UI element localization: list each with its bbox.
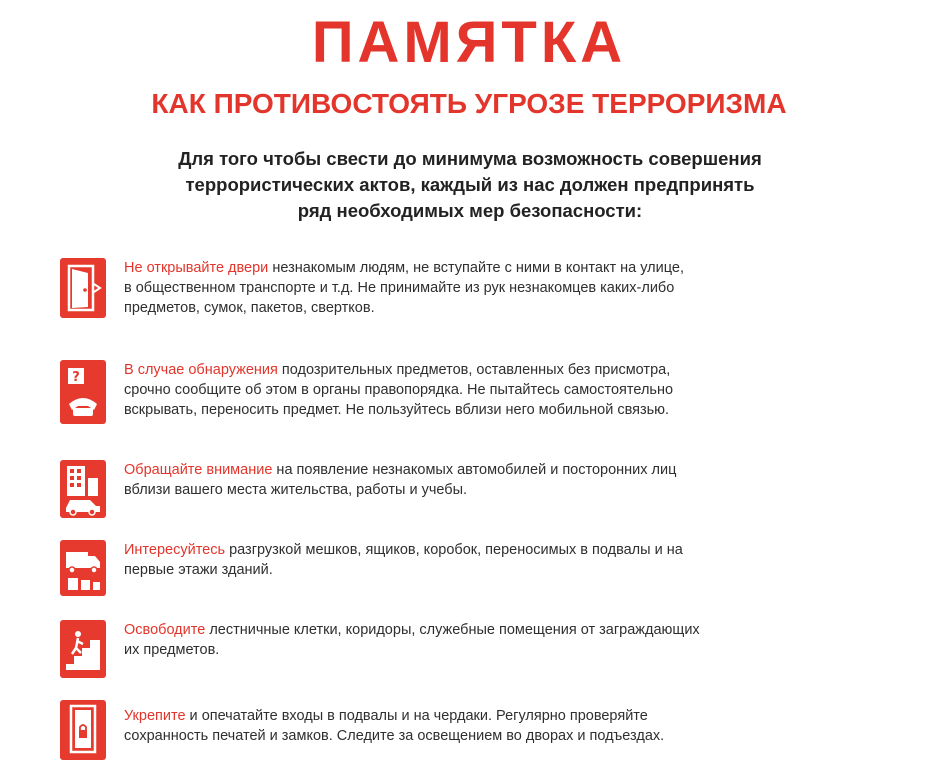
intro-text [90,146,850,224]
intro-line: ряд необходимых мер безопасности: [297,200,643,221]
car-building-icon [60,460,106,518]
subtitle: КАК ПРОТИВОСТОЯТЬ УГРОЗЕ ТЕРРОРИЗМА [151,88,787,119]
tip-line [124,706,884,726]
tip-lead: Обращайте внимание [124,462,273,478]
tip-lead: Не открывайте двери [124,260,269,276]
intro-line: террористических актов, каждый из нас должен предпринять [185,174,755,195]
title: ПАМЯТКА [311,10,627,75]
truck-icon [60,540,106,596]
tip-line: их предметов. [124,642,220,658]
tip-lead: Интересуйтесь [124,542,226,558]
door-icon [60,258,106,318]
tip-line [124,360,884,380]
tip-lead: В случае обнаружения [124,362,278,378]
tip-lead: Укрепите [124,708,186,724]
intro-line: Для того чтобы свести до минимума возможность совершения [178,148,762,169]
tip-line: сохранность печатей и замков. Следите за освещением во дворах и подъездах. [124,728,665,744]
phone-icon [60,360,106,424]
lock-door-icon [60,700,106,760]
tip-line [124,620,884,640]
tip-line [124,540,884,560]
tip-text: незнакомым людям, не вступайте с ними в контакт на улице, [268,260,684,276]
tip-line: вблизи вашего места жительства, работы и учебы. [124,482,468,498]
tip-line [124,460,884,480]
tip-text: лестничные клетки, коридоры, служебные помещения от заграждающих [205,622,700,638]
tip-text: на появление незнакомых автомобилей и посторонних лиц [272,462,677,478]
tip-line [124,258,884,278]
tip-line: срочно сообщите об этом в органы правопорядка. Не пытайтесь самостоятельно [124,382,674,398]
tip-line: вскрывать, переносить предмет. Не пользуйтесь вблизи него мобильной связью. [124,402,670,418]
tip-line: в общественном транспорте и т.д. Не принимайте из рук незнакомцев каких-либо [124,280,675,296]
tip-text: подозрительных предметов, оставленных без присмотра, [277,362,671,378]
tip-line: первые этажи зданий. [124,562,273,578]
tip-text: разгрузкой мешков, ящиков, коробок, переносимых в подвалы и на [225,542,683,558]
tip-lead: Освободите [124,622,206,638]
tip-text: и опечатайте входы в подвалы и на чердаки. Регулярно проверяйте [185,708,648,724]
svg-text:?: ? [72,370,80,385]
stairs-icon [60,620,106,678]
tip-line: предметов, сумок, пакетов, свертков. [124,300,375,316]
